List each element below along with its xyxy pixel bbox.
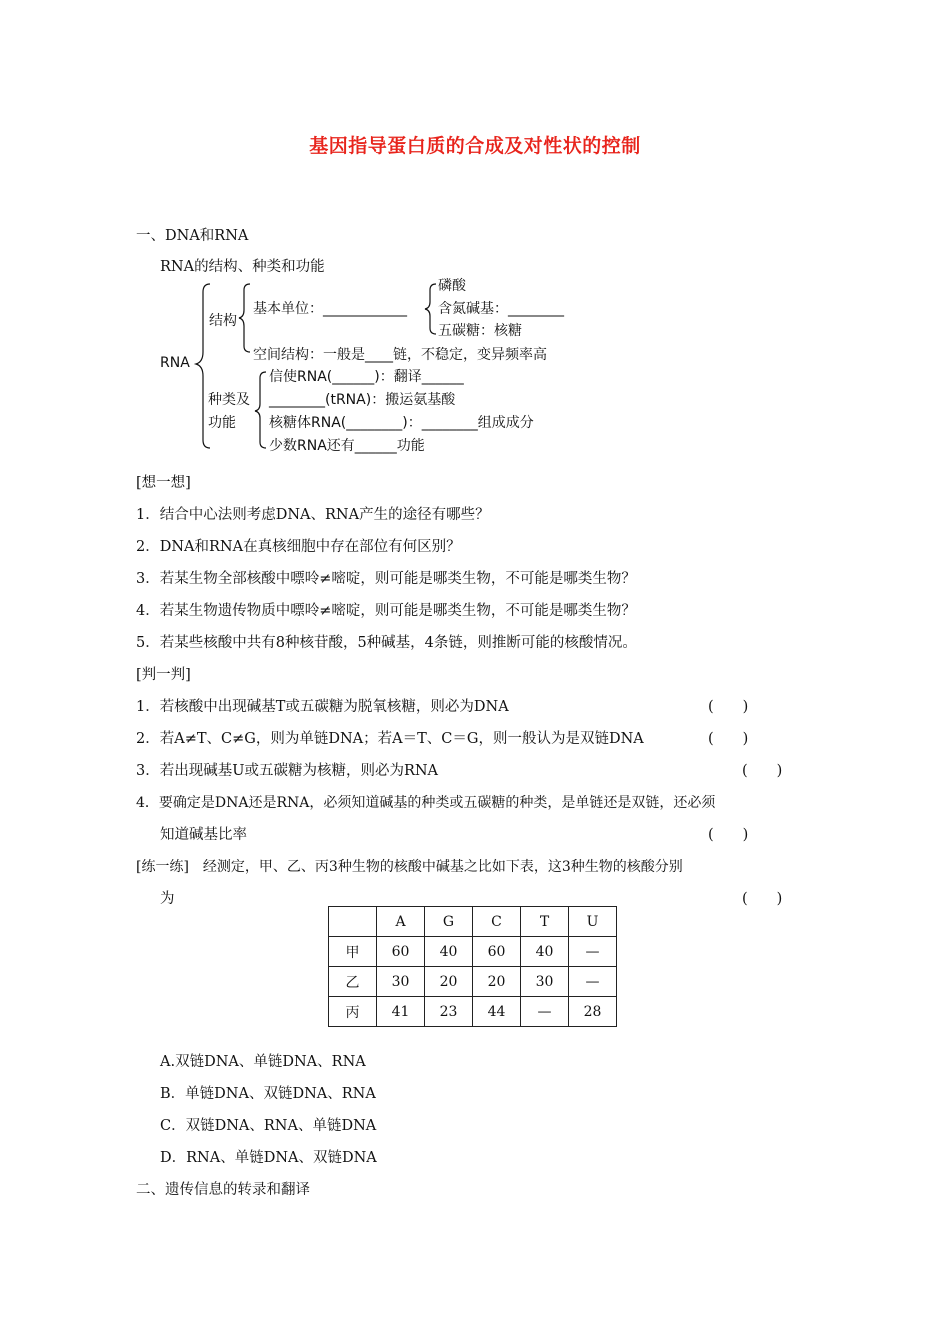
judge-answer-3: ( )	[742, 763, 783, 779]
other-rna-line: 少数RNA还有______功能	[269, 438, 425, 454]
table-cell: A	[377, 907, 425, 937]
option-b: B．单链DNA、双链DNA、RNA	[160, 1086, 376, 1102]
table-cell: 20	[425, 967, 473, 997]
judge-label: [判一判]	[136, 667, 191, 683]
basic-unit: 基本单位：____________	[253, 301, 407, 317]
judge-item-4: 4．要确定是DNA还是RNA，必须知道碱基的种类或五碳糖的种类，是单链还是双链，还必须	[136, 795, 716, 811]
base-ratio-table	[328, 906, 617, 1027]
table-header-row	[329, 907, 617, 937]
table-cell: 乙	[329, 967, 377, 997]
table-cell: 30	[377, 967, 425, 997]
phosphate: 磷酸	[438, 278, 466, 294]
option-c: C．双链DNA、RNA、单链DNA	[160, 1118, 377, 1134]
section-heading-2: 二、遗传信息的转录和翻译	[136, 1182, 310, 1198]
think-item-4: 4．若某生物遗传物质中嘌呤≠嘧啶，则可能是哪类生物，不可能是哪类生物？	[136, 603, 636, 619]
section-heading-1: 一、DNA和RNA	[136, 228, 249, 244]
unit-brace	[425, 284, 436, 334]
spatial-structure: 空间结构：一般是____链，不稳定，变异频率高	[253, 347, 547, 363]
judge-answer-1: ( )	[708, 699, 749, 715]
option-a: A.双链DNA、单链DNA、RNA	[160, 1054, 366, 1070]
think-label: [想一想]	[136, 475, 191, 491]
table-row	[329, 997, 617, 1027]
table-cell: 40	[425, 937, 473, 967]
types-label-2: 功能	[208, 415, 236, 431]
diagram-braces	[0, 0, 950, 470]
table-cell: 丙	[329, 997, 377, 1027]
think-item-1: 1．结合中心法则考虑DNA、RNA产生的途径有哪些？	[136, 507, 490, 523]
table-cell: U	[569, 907, 617, 937]
table-cell: G	[425, 907, 473, 937]
judge-item-4-cont: 知道碱基比率	[160, 827, 247, 843]
table-cell: 甲	[329, 937, 377, 967]
table-row	[329, 967, 617, 997]
table-cell: 30	[521, 967, 569, 997]
structure-brace	[239, 284, 250, 352]
table-cell: 60	[473, 937, 521, 967]
mrna-line: 信使RNA(______)：翻译______	[269, 369, 464, 385]
table-cell: 60	[377, 937, 425, 967]
table-row	[329, 937, 617, 967]
think-item-3: 3．若某生物全部核酸中嘌呤≠嘧啶，则可能是哪类生物，不可能是哪类生物？	[136, 571, 636, 587]
judge-answer-2: ( )	[708, 731, 749, 747]
table-cell: —	[569, 967, 617, 997]
table-cell: 41	[377, 997, 425, 1027]
judge-item-1: 1．若核酸中出现碱基T或五碳糖为脱氧核糖，则必为DNA	[136, 699, 509, 715]
rrna-line: 核糖体RNA(________)：________组成成分	[269, 415, 534, 431]
page-title: 基因指导蛋白质的合成及对性状的控制	[309, 135, 641, 157]
table-cell	[329, 907, 377, 937]
think-item-2: 2．DNA和RNA在真核细胞中存在部位有何区别？	[136, 539, 461, 555]
table-cell: C	[473, 907, 521, 937]
table-cell: —	[569, 937, 617, 967]
practice-answer: ( )	[742, 891, 783, 907]
types-brace	[255, 372, 266, 448]
five-carbon-sugar: 五碳糖：核糖	[438, 323, 522, 339]
table-cell: T	[521, 907, 569, 937]
practice-question: [练一练] 经测定，甲、乙、丙3种生物的核酸中碱基之比如下表，这3种生物的核酸分别	[136, 859, 683, 875]
table-cell: —	[521, 997, 569, 1027]
option-d: D．RNA、单链DNA、双链DNA	[160, 1150, 377, 1166]
diagram-root-rna: RNA	[160, 355, 190, 371]
table-cell: 20	[473, 967, 521, 997]
think-item-5: 5．若某些核酸中共有8种核苷酸，5种碱基，4条链，则推断可能的核酸情况。	[136, 635, 637, 651]
trna-line: ________(tRNA)：搬运氨基酸	[269, 392, 456, 408]
table-cell: 23	[425, 997, 473, 1027]
practice-question-cont: 为	[160, 891, 175, 907]
structure-label: 结构	[209, 313, 237, 329]
judge-item-3: 3．若出现碱基U或五碳糖为核糖，则必为RNA	[136, 763, 439, 779]
nitrogen-base: 含氮碱基：________	[438, 301, 564, 317]
table-cell: 40	[521, 937, 569, 967]
judge-answer-4: ( )	[708, 827, 749, 843]
subheading-rna: RNA的结构、种类和功能	[160, 259, 325, 275]
table-cell: 28	[569, 997, 617, 1027]
types-label-1: 种类及	[208, 392, 250, 408]
judge-item-2: 2．若A≠T、C≠G，则为单链DNA；若A＝T、C＝G，则一般认为是双链DNA	[136, 731, 644, 747]
table-cell: 44	[473, 997, 521, 1027]
